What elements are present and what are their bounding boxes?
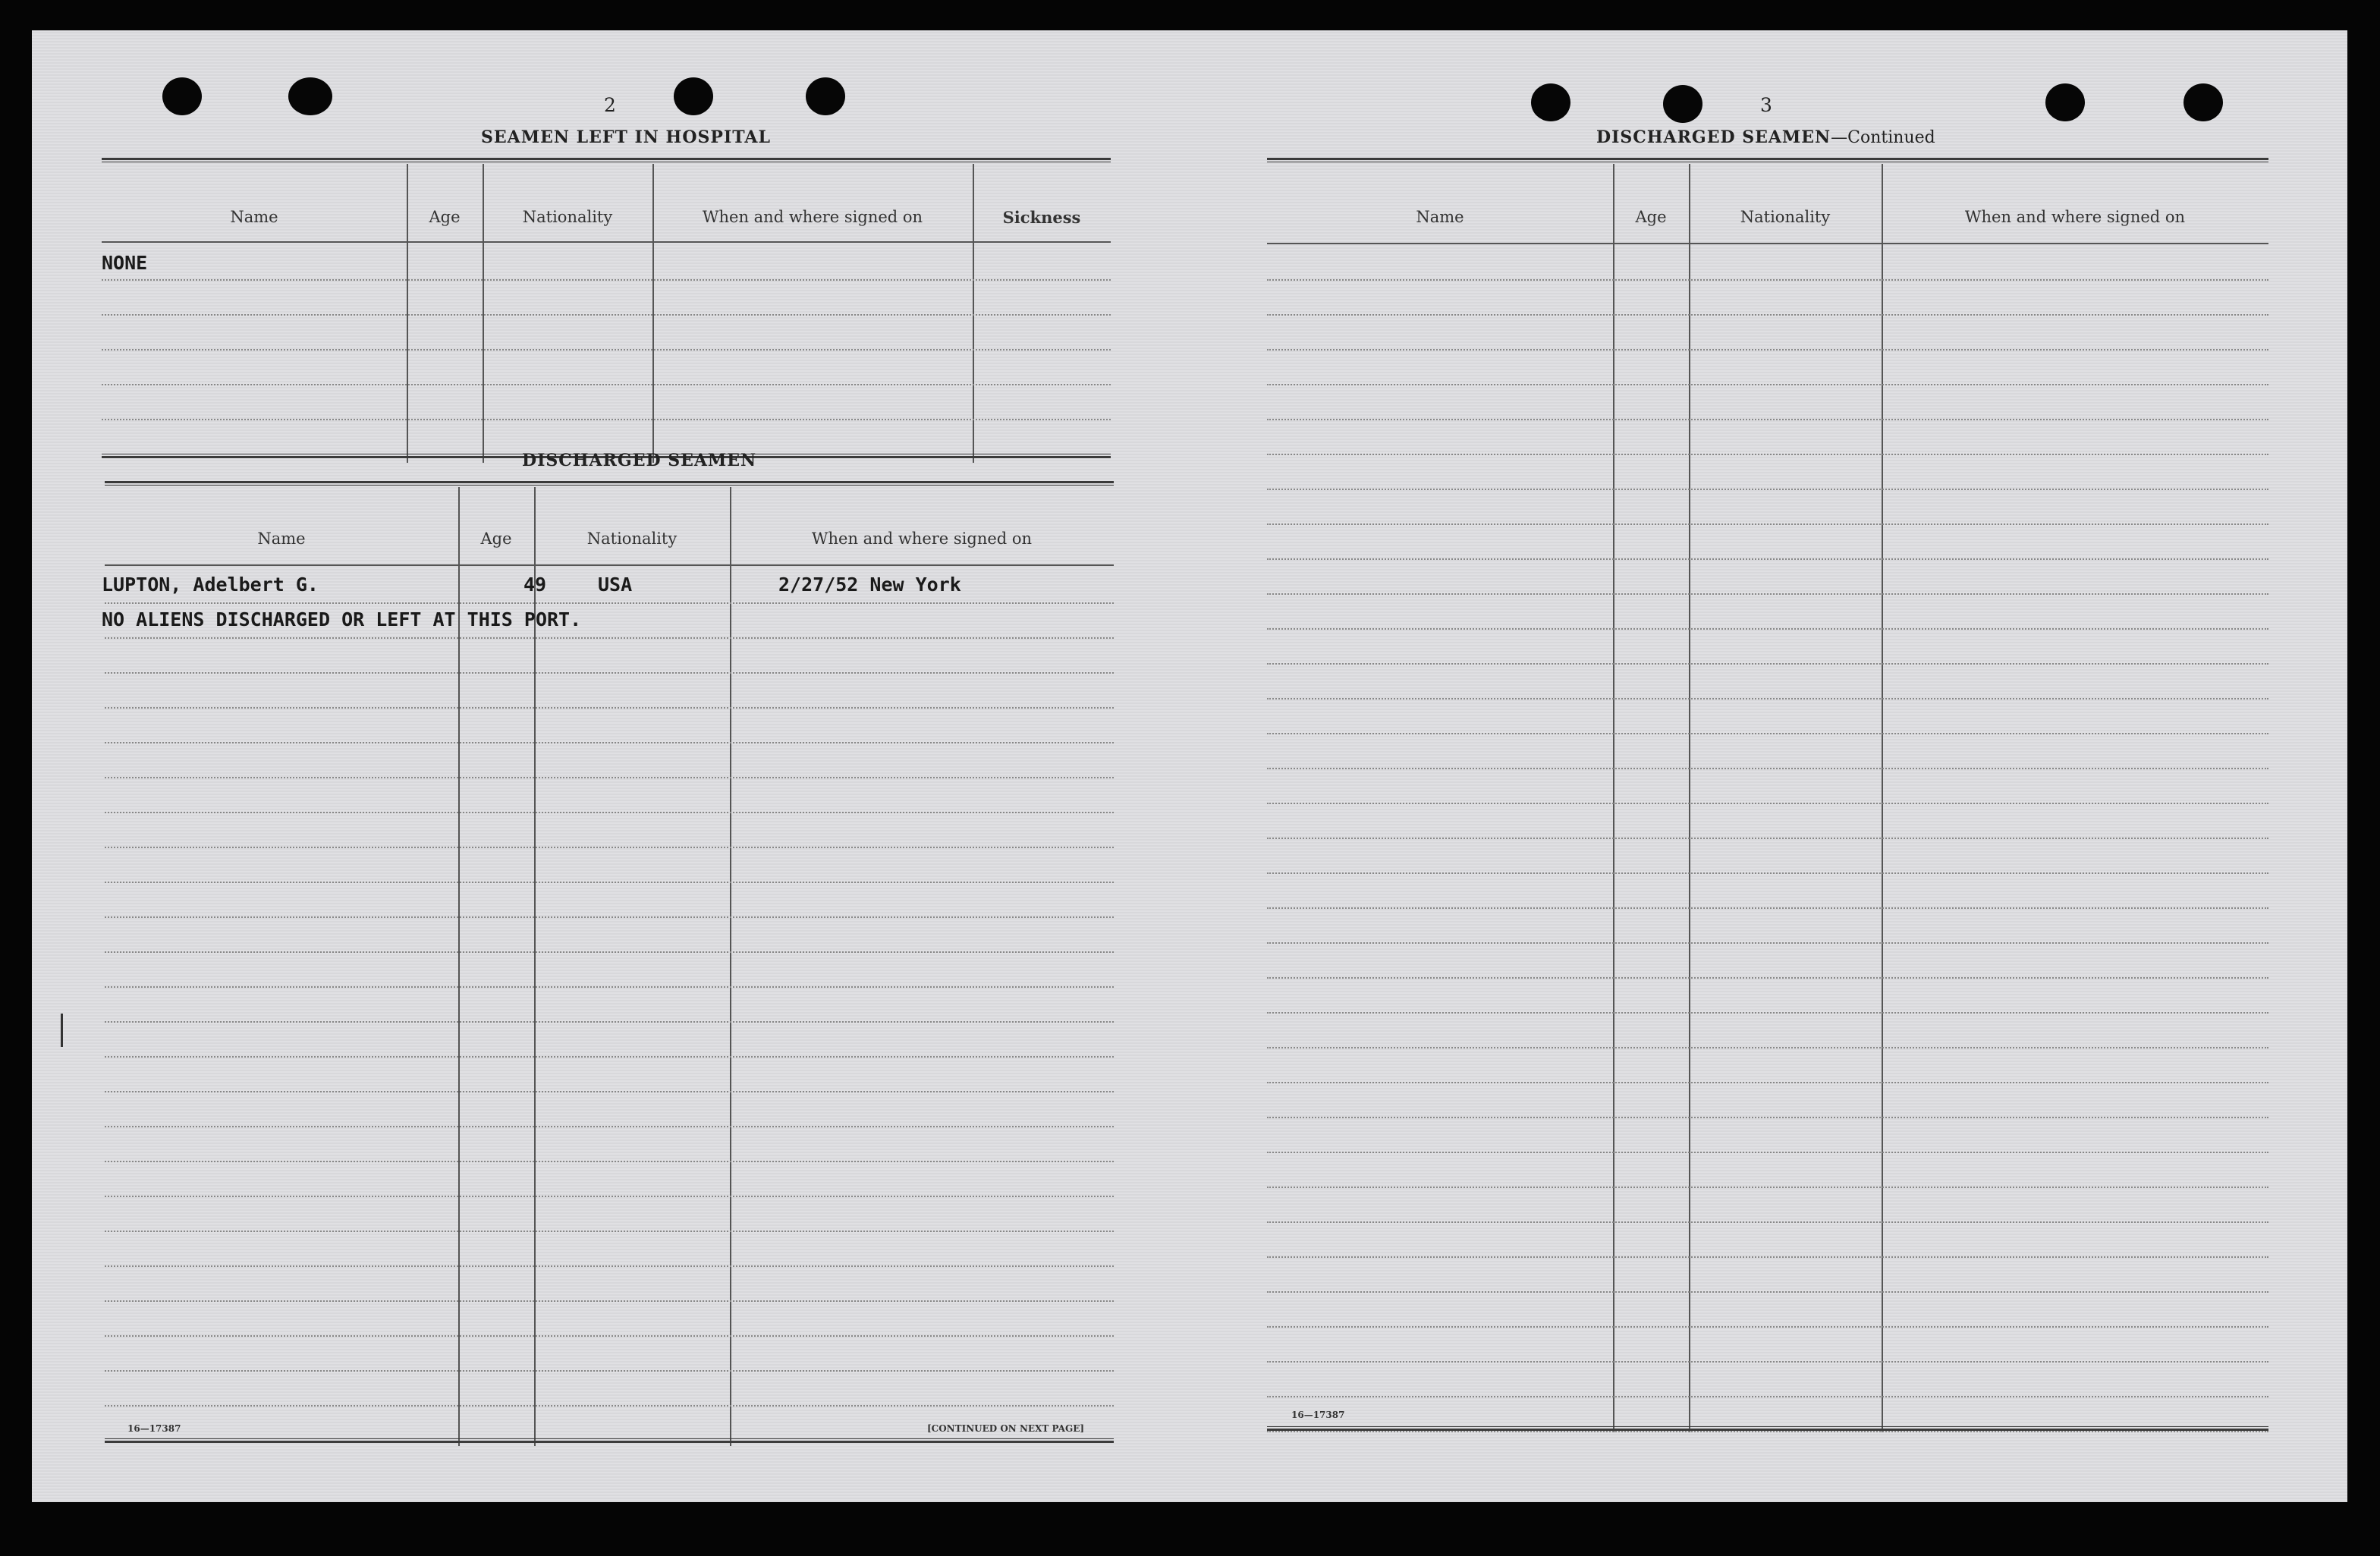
row-line	[1267, 872, 2268, 874]
header-rule	[102, 241, 1111, 243]
form-number-right: 16—17387	[1291, 1410, 1345, 1420]
row-line	[1267, 593, 2268, 595]
row-line	[105, 1405, 1114, 1407]
row-line	[1267, 1047, 2268, 1048]
row-line	[105, 1335, 1114, 1337]
discharged-continued-table	[1267, 158, 2268, 1440]
row-line	[105, 986, 1114, 988]
row-line	[1267, 1187, 2268, 1188]
column-header-age: Age	[480, 530, 512, 548]
row-line	[102, 384, 1111, 385]
row-line	[1267, 419, 2268, 420]
row-line	[105, 1300, 1114, 1302]
row-line	[1267, 803, 2268, 804]
column-header-signed-on: When and where signed on	[1964, 208, 2186, 226]
punch-hole	[806, 77, 845, 115]
form-number-left: 16—17387	[127, 1423, 181, 1434]
row-line	[1267, 977, 2268, 979]
row-line	[1267, 523, 2268, 525]
row-line	[105, 637, 1114, 639]
row-line	[1267, 384, 2268, 385]
page-number-right: 3	[1760, 94, 1772, 116]
row-line	[105, 1231, 1114, 1232]
row-line	[1267, 733, 2268, 734]
row-line	[102, 279, 1111, 281]
row-line	[1267, 698, 2268, 699]
edge-mark	[61, 1014, 69, 1047]
punch-hole	[2184, 83, 2223, 121]
row-line	[1267, 663, 2268, 665]
row-line	[1267, 279, 2268, 281]
punch-hole	[1663, 85, 1702, 123]
row-line	[105, 951, 1114, 953]
row-line	[1267, 1291, 2268, 1293]
column-header-nationality: Nationality	[522, 208, 613, 226]
row-line	[1267, 349, 2268, 350]
punch-hole	[288, 77, 332, 115]
hospital-table	[102, 158, 1111, 461]
manifest-sheet	[32, 30, 2347, 1502]
row-line	[1267, 768, 2268, 769]
row-line	[105, 1126, 1114, 1127]
page-number-left: 2	[604, 94, 616, 116]
column-header-signed-on: When and where signed on	[702, 208, 923, 226]
row-line	[102, 349, 1111, 350]
table-bottom-rule	[1267, 1426, 2268, 1431]
row-line	[1267, 1431, 2268, 1432]
column-header-age: Age	[429, 208, 461, 226]
right-section-title	[1596, 127, 1935, 147]
row-line	[1267, 1256, 2268, 1258]
row-line	[105, 742, 1114, 743]
row-line	[1267, 1012, 2268, 1014]
row-line	[1267, 1361, 2268, 1363]
row-line	[105, 602, 1114, 604]
hospital-none-entry: NONE	[102, 252, 148, 274]
column-header-name: Name	[257, 530, 306, 548]
seaman-name: LUPTON, Adelbert G.	[102, 574, 319, 596]
column-divider	[1689, 164, 1690, 1432]
row-line	[1267, 558, 2268, 560]
header-rule	[1267, 243, 2268, 244]
column-divider	[730, 487, 731, 1446]
row-line	[105, 882, 1114, 883]
row-line	[1267, 1326, 2268, 1328]
column-divider	[458, 487, 460, 1446]
column-header-name: Name	[230, 208, 278, 226]
row-line	[1267, 1221, 2268, 1223]
row-line	[1267, 454, 2268, 455]
column-header-sickness: Sickness	[1002, 208, 1081, 227]
seaman-signed-on: 2/27/52 New York	[778, 574, 961, 596]
row-line	[105, 916, 1114, 918]
column-divider	[534, 487, 536, 1446]
table-bottom-rule	[105, 1438, 1114, 1443]
row-line	[105, 1021, 1114, 1023]
row-line	[105, 1091, 1114, 1092]
punch-hole	[2045, 83, 2085, 121]
row-line	[105, 672, 1114, 674]
row-line	[105, 1161, 1114, 1162]
row-line	[1267, 314, 2268, 316]
discharged-section-title: DISCHARGED SEAMEN	[522, 451, 757, 470]
table-top-rule	[1267, 158, 2268, 162]
row-line	[1267, 942, 2268, 944]
row-line	[105, 1196, 1114, 1197]
row-line	[105, 707, 1114, 709]
row-line	[105, 1370, 1114, 1372]
continued-note: [CONTINUED ON NEXT PAGE]	[927, 1423, 1085, 1434]
discharged-table	[102, 481, 1114, 1449]
row-line	[105, 1265, 1114, 1267]
punch-hole	[1531, 83, 1570, 121]
column-header-name: Name	[1416, 208, 1464, 226]
row-line	[105, 847, 1114, 848]
table-top-rule	[105, 481, 1114, 486]
column-divider	[1882, 164, 1883, 1432]
column-header-nationality: Nationality	[586, 530, 678, 548]
column-header-nationality: Nationality	[1740, 208, 1831, 226]
punch-hole	[162, 77, 202, 115]
row-line	[102, 419, 1111, 420]
seaman-nationality: USA	[598, 574, 633, 596]
table-top-rule	[102, 158, 1111, 162]
row-line	[105, 812, 1114, 813]
column-divider	[1613, 164, 1614, 1432]
row-line	[1267, 628, 2268, 630]
row-line	[105, 1056, 1114, 1058]
row-line	[1267, 1082, 2268, 1083]
row-line	[102, 314, 1111, 316]
right-title-main: DISCHARGED SEAMEN	[1596, 127, 1831, 147]
row-line	[1267, 489, 2268, 490]
row-line	[105, 777, 1114, 778]
discharge-note: NO ALIENS DISCHARGED OR LEFT AT THIS PORT.	[102, 608, 582, 630]
hospital-section-title: SEAMEN LEFT IN HOSPITAL	[481, 127, 771, 147]
column-header-signed-on: When and where signed on	[811, 530, 1033, 548]
row-line	[1267, 907, 2268, 909]
column-header-age: Age	[1635, 208, 1667, 226]
row-line	[1267, 838, 2268, 839]
row-line	[1267, 1117, 2268, 1118]
punch-hole	[674, 77, 713, 115]
seaman-age: 49	[523, 574, 547, 596]
row-line	[1267, 1396, 2268, 1397]
header-rule	[105, 564, 1114, 566]
row-line	[1267, 1152, 2268, 1153]
right-title-continued: —Continued	[1831, 128, 1935, 147]
